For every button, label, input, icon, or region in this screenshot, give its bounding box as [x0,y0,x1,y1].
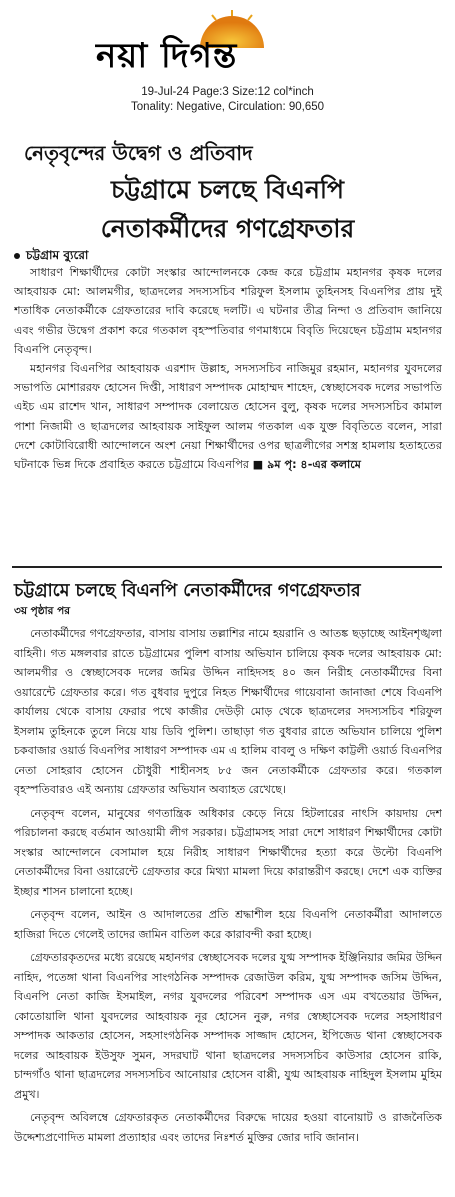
continuation-paragraph: নেতৃবৃন্দ বলেন, আইন ও আদালতের প্রতি শ্রদ্ধাশীল হয়ে বিএনপি নেতাকর্মীরা আদালতে হাজিরা দিতে গেলেই তাদের জামিন বাতিল করে কারাবন্দী করা হচ্ছে। [14,908,442,941]
masthead-title: নয়া দিগন্ত [96,36,238,76]
headline-line-2: নেতাকর্মীদের গণগ্রেফতার [100,214,355,243]
article-kicker: নেতৃবৃন্দের উদ্বেগ ও প্রতিবাদ [24,141,253,165]
article-paragraph [14,359,442,474]
continuation-body [14,624,442,1192]
jump-reference: ■ ৯ম পৃ: ৪-এর কলামে [252,458,362,472]
continuation-paragraph: নেতৃবৃন্দ অবিলম্বে গ্রেফতারকৃত নেতাকর্মীদের বিরুদ্ধে দায়ের হওয়া বানোয়াট ও রাজনৈতিক উদ্দেশ্যপ্রণোদিত মামলা প্রত্যাহার এবং তাদের নিঃশর্ত মুক্তির জোর দাবি জানান। [14,1111,442,1144]
article-paragraph: সাধারণ শিক্ষার্থীদের কোটা সংস্কার আন্দোলনকে কেন্দ্র করে চট্টগ্রাম মহানগর কৃষক দলের আহবায়ক মো: আলমগীর, ছাত্রদলের সদস্যসচিব শরিফুল ইসলাম তুহিনসহ বিএনপির প্রায় দুই শতাধিক নেতাকর্মীকে গ্রেফতারের দাবি করেছে দলটি। এ ঘটনার তীব্র নিন্দা ও প্রতিবাদ জানিয়ে এবং গভীর উদ্বেগ প্রকাশ করে গতকাল বৃহস্পতিবার গণমাধ্যমে বিবৃতি দিয়েছেন চট্টগ্রাম মহানগর বিএনপি নেতৃবৃন্দ। [14,266,442,356]
article-body [14,263,442,558]
tonality-info: Tonality: Negative, Circulation: 90,650 [130,101,325,113]
publication-info: 19-Jul-24 Page:3 Size:12 col*inch [141,86,314,98]
continuation-paragraph: নেতৃবৃন্দ বলেন, মানুষের গণতান্ত্রিক অধিকার কেড়ে নিয়ে হিটলারের নাৎসি কায়দায় দেশ পরিচালনা করছে বর্তমান আওয়ামী লীগ সরকার। চট্টগ্রামসহ সারা দেশে সাধারণ শিক্ষার্থীদের কোটা সংস্কার আন্দোলনে বেসামাল হয়ে নিরীহ সাধারণ শিক্ষার্থীদের হত্যা করে উল্টো বিএনপি নেতাকর্মীদের বিনা ওয়ারেন্টে গ্রেফতার করে মিথ্যা মামলা দিয়ে কারান্তরীণ করছে। দেশে এক ব্যক্তির ইচ্ছার শাসন চালানো হচ্ছে। [14,806,442,898]
bullet-icon [14,253,20,259]
continuation-headline: চট্টগ্রামে চলছে বিএনপি নেতাকর্মীদের গণগ্রেফতার [14,581,361,601]
continuation-paragraph: গ্রেফতারকৃতদের মধ্যে রয়েছে মহানগর স্বেচ্ছাসেবক দলের যুগ্ম সম্পাদক ইঞ্জিনিয়ার জমির উদ্দিন নাহিদ, পতেঙ্গা থানা বিএনপির সাংগঠনিক সম্পাদক রেজাউল করিম, যুগ্ম সম্পাদক জসিম উদ্দিন, বিএনপি নেতা কাজি ইসমাইল, নগর যুবদলের পরিবেশ সম্পাদক এস এম বখতেয়ার উদ্দিন, কোতোয়ালি থানা যুবদলের আহবায়ক নূর হোসেন নুরু, নগর স্বেচ্ছাসেবক দলের সহসাধারণ সম্পাদক আকতার হোসেন, সহসাংগঠনিক সম্পাদক সাজ্জাদ হোসেন, ইপিজেড থানা স্বেচ্ছাসেবক দলের আহবায়ক ইউসুফ সুমন, সদরঘাট থানা ছাত্রদলের সদস্যসচিব কাউসার হোসেন রাকি, চান্দগাঁও থানা ছাত্রদলের সদস্যসচিব আনোয়ার হোসেন বাপ্পী, যুগ্ম আহবায়ক নাহিদুল ইসলাম মুহিম প্রমুখ। [14,951,442,1101]
continuation-paragraph: নেতাকর্মীদের গণগ্রেফতার, বাসায় বাসায় তল্লাশির নামে হয়রানি ও আতঙ্ক ছড়াচ্ছে আইনশৃঙ্খলা বাহিনী। গত মঙ্গলবার রাতে চট্টগ্রামের পুলিশ বাসায় অভিযান চালিয়ে কৃষক দলের আহবায়ক মো: আলমগীর ও স্বেচ্ছাসেবক দলের জমির উদ্দিন নাহিদসহ ৪০ জন নিরীহ নেতাকর্মীদের বিনা ওয়ারেন্টে গ্রেফতার করে। গত বুধবার দুপুরে নিহত শিক্ষার্থীদের গায়েবানা জানাজা শেষে বিএনপি কার্যালয় থেকে বাসায় ফেরার পথে কাজীর দেউড়ী মোড় থেকে ছাত্রদলের সদস্যসচিব শরিফুল ইসলাম তুহিনকে তুলে নিয়ে যায় ডিবি পুলিশ। তাছাড়া গত বুধবার রাতে অভিযান চালিয়ে পুলিশ চকবাজার ওয়ার্ড বিএনপির সাধারণ সম্পাদক এম এ হালিম বাবলু ও দক্ষিণ কাট্টলী ওয়ার্ড বিএনপির নেতা সোহরাব হোসেন চৌধুরী শাহীনসহ ৮৫ জন নেতাকর্মীকে গ্রেফতার করে। গতকাল বৃহস্পতিবারও এই অন্যায় গ্রেফতার অভিযান অব্যাহত রেখেছে। [14,627,442,796]
continuation-from-page: ৩য় পৃষ্ঠার পর [14,605,71,617]
section-divider [12,566,442,568]
headline-line-1: চট্টগ্রামে চলছে বিএনপি [110,175,344,204]
article-paragraph-text: মহানগর বিএনপির আহবায়ক এরশাদ উল্লাহ, সদস্যসচিব নাজিমুর রহমান, মহানগর যুবদলের সভাপতি মোশাররফ হোসেন দিপ্তী, সাধারণ সম্পাদক মোহাম্মদ শাহেদ, স্বেচ্ছাসেবক দলের সভাপতি এইচ এম রাশেদ খান, সাধারণ সম্পাদক বেলায়েত হোসেন বুলু, কৃষক দলের সদস্যসচিব কামাল পাশা নিজামী ও ছাত্রদলের আহবায়ক সাইফুল আলম গতকাল এক যুক্ত বিবৃতিতে বলেন, সারা দেশে কোটাবিরোধী আন্দোলনে অংশ নেয়া শিক্ষার্থীদের ওপর ছাত্রলীগের সশস্ত্র হামলায় হতাহতের ঘটনাকে ভিন্ন দিকে প্রবাহিত করতে চট্টগ্রামে বিএনপির [14,362,442,472]
byline-text: চট্টগ্রাম ব্যুরো [26,248,89,262]
